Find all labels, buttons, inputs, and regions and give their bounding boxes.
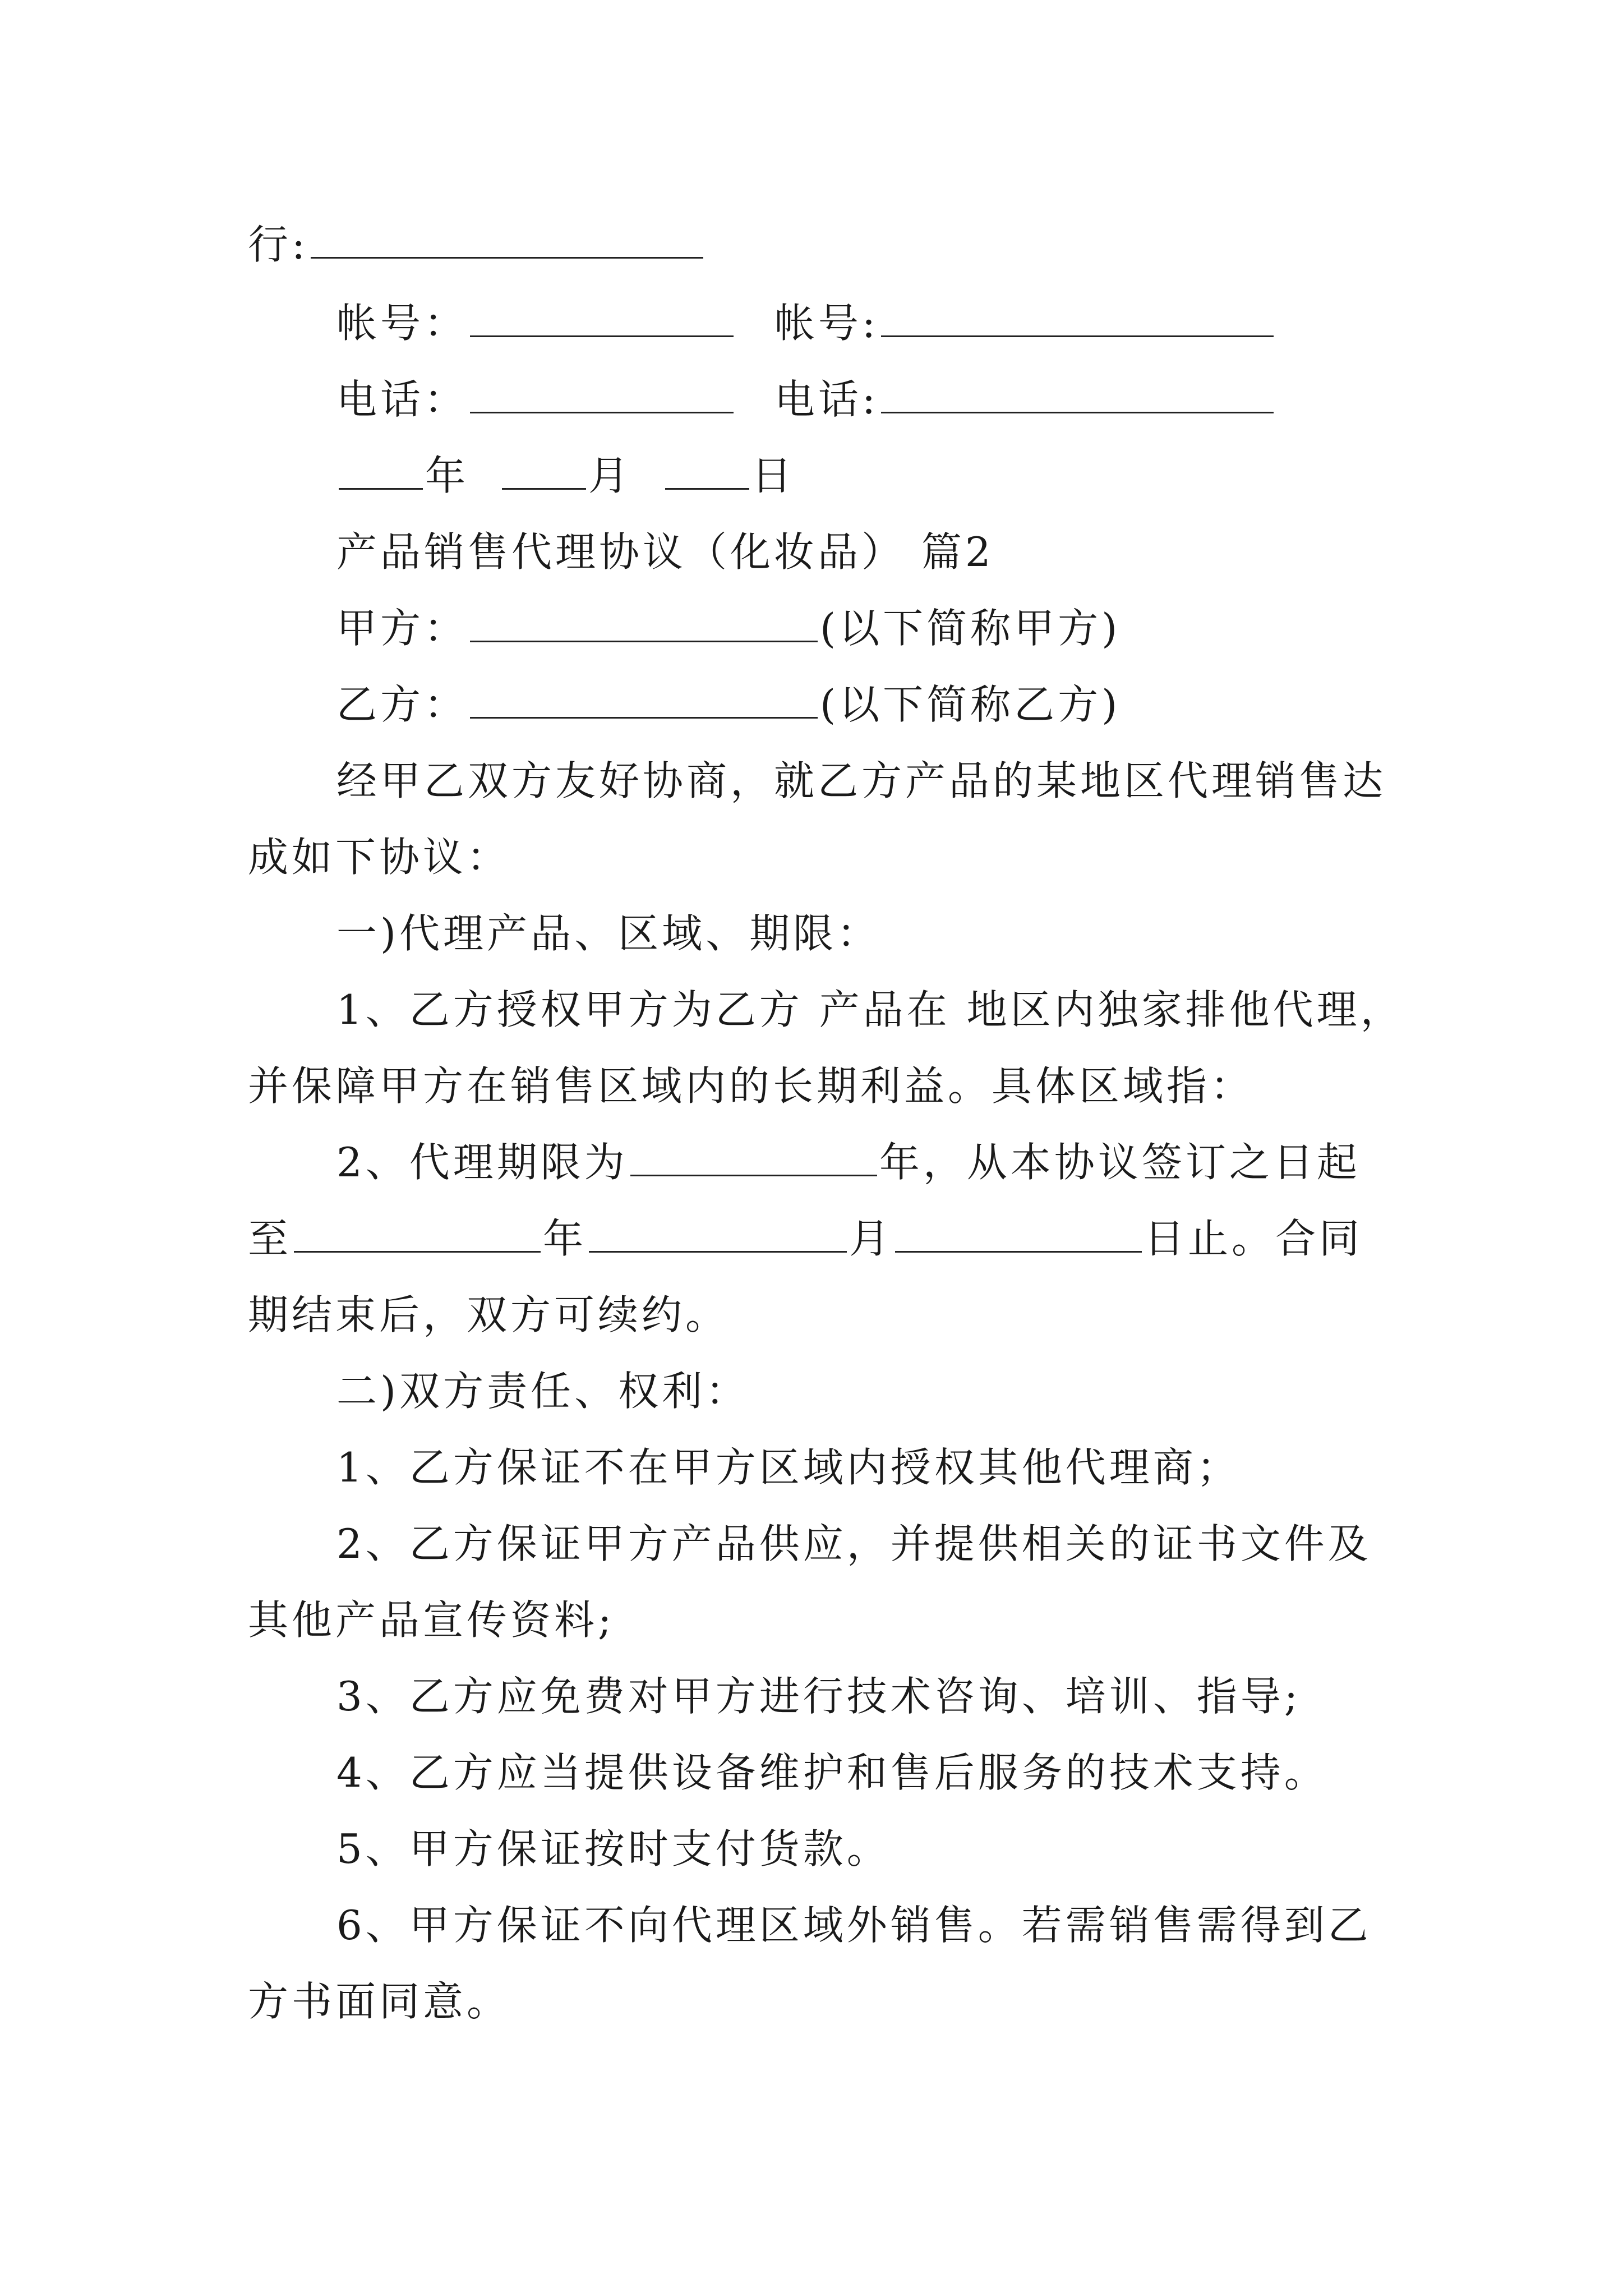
clause-2-2-line-2: 其他产品宣传资料; [248,1596,615,1644]
bank-label: 行: [248,221,309,268]
clause-1-1-line-2: 并保障甲方在销售区域内的长期利益。具体区域指： [248,1062,1255,1110]
clause-1-2-line-1 [336,1139,1361,1186]
clause-2-3: 3、乙方应免费对甲方进行技术咨询、培训、指导; [336,1673,1302,1720]
party-b-line [336,681,1121,728]
date-line [336,452,795,499]
day-label: 日 [751,452,795,499]
section-2-heading: 二)双方责任、权利： [336,1368,750,1415]
account-line [336,300,1276,347]
year-blank [339,455,423,490]
account-blank-b [881,303,1274,337]
until-year-blank [294,1218,541,1253]
until-day-label: 日止。合同 [1144,1215,1363,1262]
party-b-note: (以下简称乙方) [820,681,1121,728]
phone-blank-b [881,379,1274,413]
clause-1-2-line-2 [248,1215,1363,1262]
phone-blank-a [470,379,734,413]
party-a-note: (以下简称甲方) [820,605,1121,652]
phone-label-a: 电话： [336,376,468,423]
bank-blank [311,224,703,259]
account-label-b: 帐号: [774,300,879,347]
intro-line-1: 经甲乙双方友好协商，就乙方产品的某地区代理销售达 [336,757,1387,804]
bank-line [248,221,706,268]
party-a-label: 甲方： [336,605,468,652]
intro-line-2: 成如下协议： [248,834,511,881]
month-label: 月 [588,452,632,499]
until-year-label: 年 [543,1215,587,1262]
day-blank [665,455,749,490]
clause-2-6-line-2: 方书面同意。 [248,1978,511,2025]
clause-2-1: 1、乙方保证不在甲方区域内授权其他代理商； [336,1444,1241,1491]
clause-2-2-line-1: 2、乙方保证甲方产品供应，并提供相关的证书文件及 [336,1520,1372,1567]
month-blank [502,455,586,490]
term-blank [630,1142,877,1176]
clause-2-5: 5、甲方保证按时支付货款。 [336,1825,891,1872]
phone-label-b: 电话: [774,376,879,423]
clause-1-1-line-1: 1、乙方授权甲方为乙方 产品在 地区内独家排他代理， [336,986,1404,1033]
account-label-a: 帐号： [336,300,468,347]
account-blank-a [470,303,734,337]
party-a-blank [470,608,818,642]
year-label: 年 [425,452,469,499]
clause-2-4: 4、乙方应当提供设备维护和售后服务的技术支持。 [336,1749,1328,1796]
until-day-blank [895,1218,1142,1253]
section-1-heading: 一)代理产品、区域、期限： [336,910,881,957]
party-b-blank [470,684,818,719]
until-month-label: 月 [849,1215,893,1262]
section-title: 产品销售代理协议（化妆品） 篇2 [336,528,994,576]
term-suffix: 年，从本协议签订之日起 [879,1139,1361,1186]
party-b-label: 乙方： [336,681,468,728]
party-a-line [336,605,1121,652]
clause-2-6-line-1: 6、甲方保证不向代理区域外销售。若需销售需得到乙 [336,1902,1372,1949]
until-label: 至 [248,1215,292,1262]
phone-line [336,376,1276,423]
until-month-blank [589,1218,847,1253]
term-label: 2、代理期限为 [336,1139,628,1186]
clause-1-2-line-3: 期结束后，双方可续约。 [248,1291,730,1338]
